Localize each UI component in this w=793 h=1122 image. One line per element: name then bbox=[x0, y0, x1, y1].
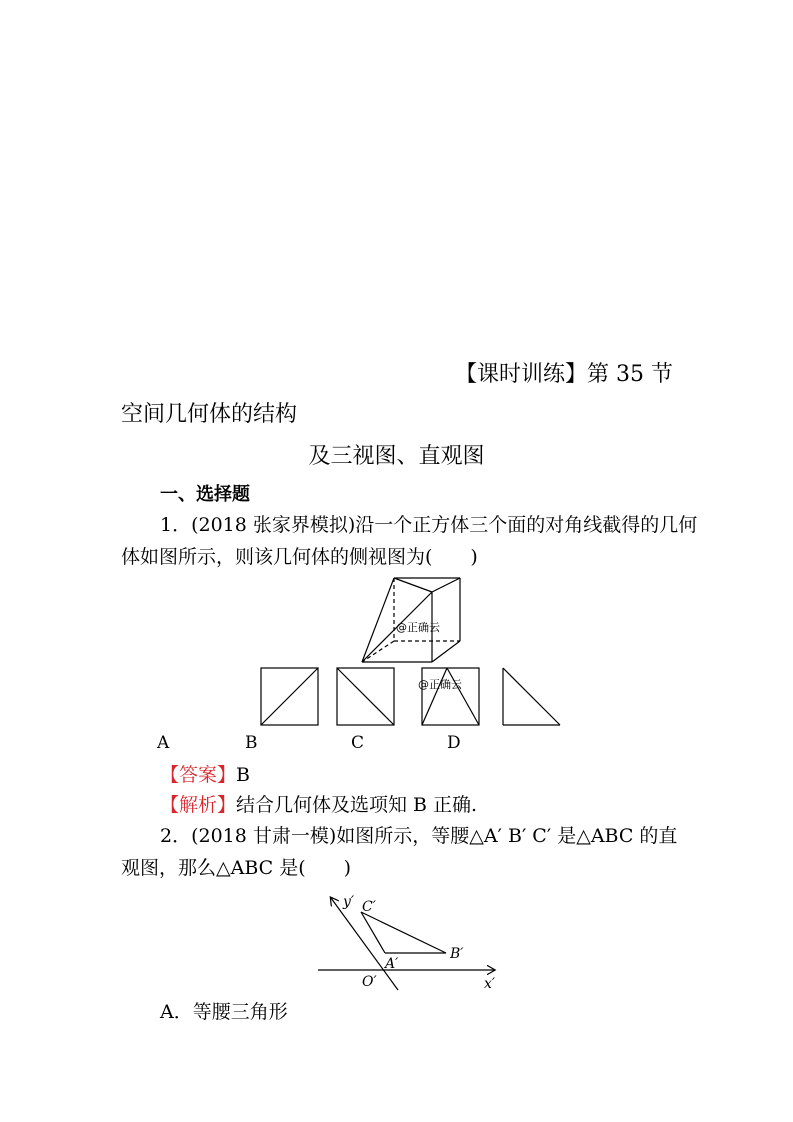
option-b-label: B bbox=[245, 733, 258, 753]
question2-line1: 2．(2018 甘肃一模)如图所示，等腰△A′ B′ C′ 是△ABC 的直 bbox=[160, 825, 678, 847]
title-line-2: 及三视图、直观图 bbox=[308, 444, 485, 469]
option-a-figure bbox=[260, 667, 320, 727]
option-c-label: C bbox=[351, 733, 365, 753]
option-d-label: D bbox=[447, 733, 461, 753]
title-line-1: 空间几何体的结构 bbox=[121, 402, 298, 427]
option-b-figure bbox=[336, 667, 396, 727]
explanation-text: 结合几何体及选项知 B 正确. bbox=[236, 794, 478, 816]
question2-option-a: A．等腰三角形 bbox=[160, 1001, 288, 1023]
question1-line1: 1．(2018 张家界模拟)沿一个正方体三个面的对角线截得的几何 bbox=[160, 514, 698, 536]
answer-value: B bbox=[236, 764, 250, 786]
answer-line bbox=[160, 760, 250, 790]
section-heading: 一、选择题 bbox=[160, 484, 250, 505]
watermark-2: @正确云 bbox=[418, 678, 462, 691]
watermark-1: @正确云 bbox=[396, 621, 440, 634]
point-a-label: A′ bbox=[385, 956, 399, 972]
point-c-label: C′ bbox=[362, 899, 376, 915]
option-d-figure bbox=[502, 667, 562, 727]
question2-line2: 观图，那么△ABC 是( ) bbox=[121, 857, 352, 879]
lesson-tag: 【课时训练】第 35 节 bbox=[455, 362, 673, 387]
explanation-label: 【解析】 bbox=[160, 794, 237, 816]
origin-label: O′ bbox=[362, 974, 377, 990]
answer-label: 【答案】 bbox=[160, 764, 237, 786]
y-axis-label: y′ bbox=[343, 894, 355, 910]
point-b-label: B′ bbox=[450, 946, 464, 962]
option-a-label: A bbox=[157, 733, 170, 753]
question1-line2: 体如图所示，则该几何体的侧视图为( ) bbox=[121, 546, 478, 568]
explanation-line bbox=[160, 790, 477, 820]
x-axis-label: x′ bbox=[484, 976, 496, 992]
